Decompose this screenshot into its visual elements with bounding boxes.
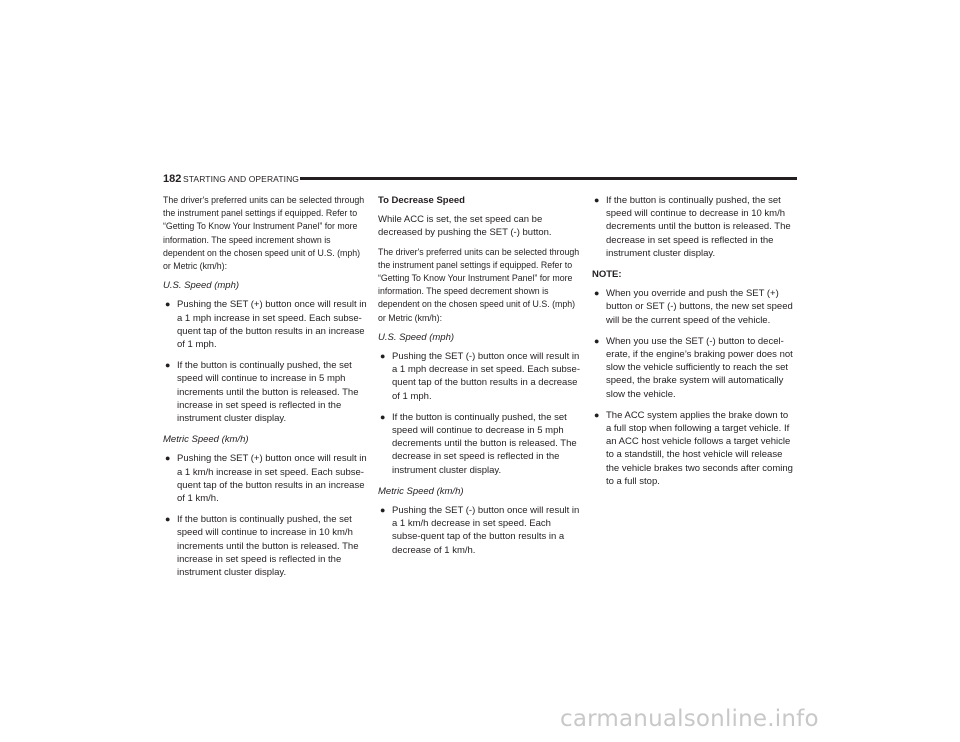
- list-item: [163, 298, 367, 351]
- us-speed-label: U.S. Speed (mph): [163, 280, 240, 292]
- metric-speed-label: Metric Speed (km/h): [163, 434, 249, 446]
- list-item-text: When you use the SET (-) button to decel-erate, if the engine’s braking power does not slow the vehicle sufficiently to reach the set speed, the brake system will automatically slow the vehicle.: [606, 335, 793, 400]
- watermark-link[interactable]: carmanualsonline.info: [560, 706, 819, 732]
- list-item-text: When you override and push the SET (+) button or SET (-) buttons, the new set speed will be the current speed of the vehicle.: [606, 288, 793, 326]
- section-title: STARTING AND OPERATING: [183, 174, 300, 184]
- list-item-text: The ACC system applies the brake down to a full stop when following a target vehicle. If an ACC host vehicle follows a target vehicle to a standstill, the host vehicle will release the vehicle brakes two seconds after coming to a full stop.: [606, 409, 793, 487]
- units-intro-paragraph: The driver's preferred units can be selected through the instrument panel settings if equipped. Refer to “Getting To Know Your Instrument Panel” for more information. The speed increment shown is dependent on the chosen speed unit of U.S. (mph) or Metric (km/h):: [163, 195, 365, 272]
- list-item: [378, 411, 582, 477]
- metric-speed-bullet-list: [378, 504, 582, 557]
- list-item: [163, 452, 367, 505]
- column-3: [592, 194, 796, 496]
- header-rule: [300, 177, 797, 180]
- list-item-text: Pushing the SET (+) button once will result in a 1 mph increase in set speed. Each subse-quent tap of the button results in an increase of 1 mph.: [177, 299, 367, 351]
- bullet-icon: ●: [380, 351, 386, 362]
- note-bullet-list: [592, 287, 796, 488]
- units-paragraph: The driver's preferred units can be selected through the instrument panel settings if equipped. Refer to “Getting To Know Your Instrument Panel” for more information. The speed decrement shown is dependent on the chosen speed unit of U.S. (mph) or Metric (km/h):: [378, 246, 580, 323]
- list-item: [592, 287, 796, 327]
- metric-speed-label: Metric Speed (km/h): [378, 485, 464, 497]
- list-item-text: Pushing the SET (+) button once will result in a 1 km/h increase in set speed. Each subse-quent tap of the button results in an increase of 1 km/h.: [177, 453, 367, 505]
- list-item: [592, 409, 796, 488]
- bullet-icon: ●: [380, 411, 386, 422]
- bullet-icon: ●: [594, 335, 600, 346]
- list-item-text: Pushing the SET (-) button once will result in a 1 km/h decrease in set speed. Each subse-quent tap of the button results in a decrease of 1 km/h.: [392, 505, 580, 556]
- decrease-intro-paragraph: While ACC is set, the set speed can be decreased by pushing the SET (-) button.: [378, 214, 552, 239]
- bullet-icon: ●: [165, 514, 171, 525]
- us-speed-bullet-list: [378, 350, 582, 477]
- metric-speed-bullet-list-continued: [592, 194, 796, 260]
- page-header: [163, 172, 797, 186]
- list-item-text: If the button is continually pushed, the set speed will continue to increase in 10 km/h increments until the button is released. The increase in set speed is reflected in the instrument cluster display.: [177, 514, 359, 579]
- list-item: [592, 194, 796, 260]
- bullet-icon: ●: [380, 505, 386, 516]
- column-2: [378, 194, 582, 565]
- list-item: [592, 335, 796, 401]
- list-item-text: If the button is continually pushed, the set speed will continue to decrease in 5 mph decrements until the button is released. The decrease in set speed is reflected in the instrument cluster display.: [392, 411, 577, 476]
- bullet-icon: ●: [165, 299, 171, 310]
- list-item-text: If the button is continually pushed, the set speed will continue to decrease in 10 km/h decrements until the button is released. The decrease in set speed is reflected in the instrument cluster display.: [606, 195, 791, 259]
- bullet-icon: ●: [165, 453, 171, 464]
- metric-speed-bullet-list: [163, 452, 367, 579]
- bullet-icon: ●: [594, 288, 600, 299]
- bullet-icon: ●: [165, 360, 171, 371]
- list-item: [163, 359, 367, 425]
- bullet-icon: ●: [594, 195, 600, 205]
- bullet-icon: ●: [594, 409, 600, 420]
- list-item: [163, 513, 367, 579]
- us-speed-bullet-list: [163, 298, 367, 425]
- list-item: [378, 504, 582, 557]
- list-item: [378, 350, 582, 403]
- column-1: [163, 194, 367, 587]
- list-item-text: Pushing the SET (-) button once will result in a 1 mph decrease in set speed. Each subse-quent tap of the button results in a decrease of 1 mph.: [392, 351, 581, 402]
- decrease-speed-heading: To Decrease Speed: [378, 195, 465, 206]
- note-label: NOTE:: [592, 269, 622, 281]
- page-number: 182: [163, 173, 182, 185]
- list-item-text: If the button is continually pushed, the set speed will continue to increase in 5 mph increments until the button is released. The increase in set speed is reflected in the instrument cluster display.: [177, 360, 359, 425]
- us-speed-label: U.S. Speed (mph): [378, 331, 455, 343]
